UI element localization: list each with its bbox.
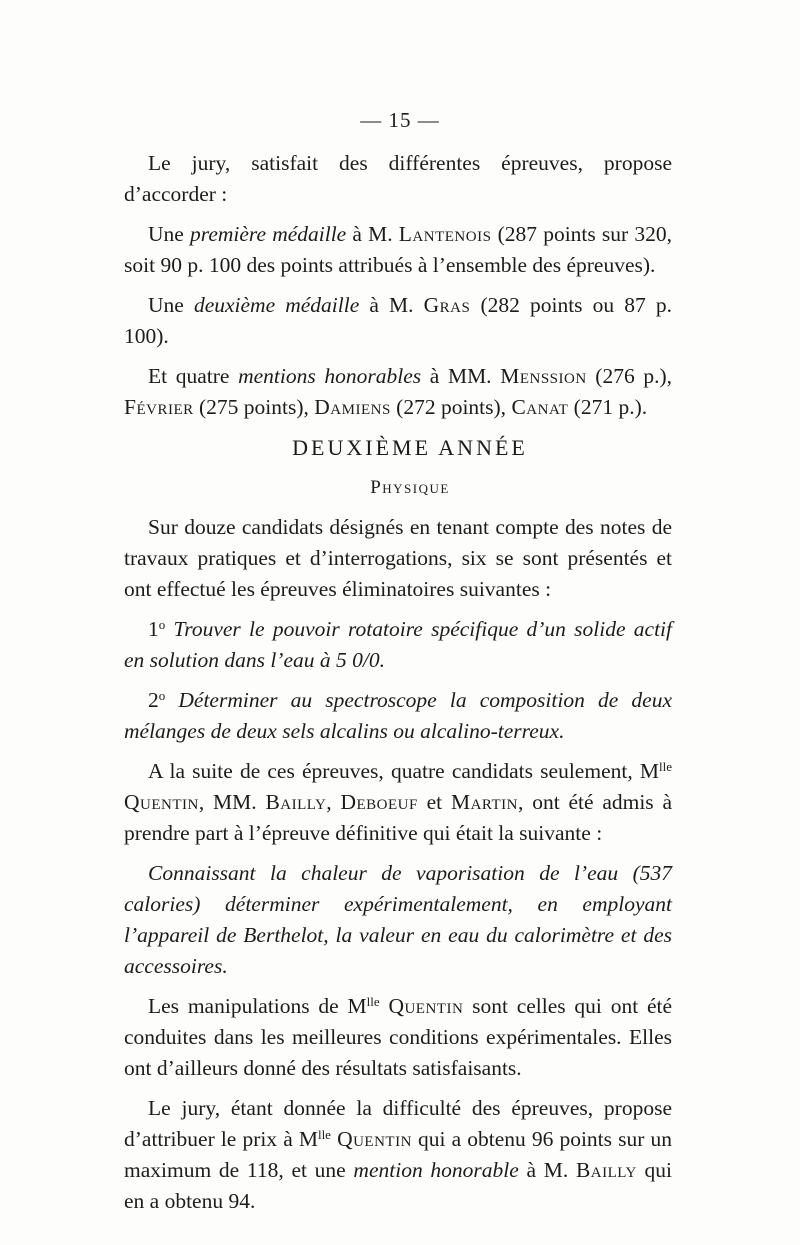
paragraph-test-1: 1$^o$ Trouver le pouvoir rotatoire spécifique d’un solide actif en solution dans l’eau à 5 0/0. [124, 617, 672, 672]
paragraph-jury-proposal: Le jury, satisfait des différentes épreuves, propose d’accorder : [124, 151, 672, 206]
paragraph-honorable-mentions: Et quatre mentions honorables à MM. Menssion (276 p.), Février (275 points), Damiens (272 points), Canat (271 p.). [124, 364, 673, 419]
paragraph-prize: Le jury, étant donnée la difficulté des épreuves, propose d’attribuer le prix à $M^{lle}$ Quentin qui a obtenu 96 points sur un maximum de 118, et une mention honorable à M. Bailly qui en a obtenu 94. [124, 1096, 673, 1213]
paragraph-admitted: A la suite de ces épreuves, quatre candidats seulement, $M^{lle}$ Quentin, MM. Bailly, Deboeuf et Martin, ont été admis à prendre part à l’épreuve définitive qui était la suivante : [124, 759, 673, 845]
section-heading: DEUXIÈME ANNÉE [292, 435, 528, 460]
name-gras: Gras [423, 293, 471, 317]
page-number: — 15 — [360, 108, 440, 132]
paragraph-second-medal: Une deuxième médaille à M. Gras (282 points ou 87 p. 100). [124, 293, 672, 348]
paragraph-test-2: 2$^o$ Déterminer au spectroscope la composition de deux mélanges de deux sels alcalins ou alcalino-terreux. [124, 688, 672, 743]
paragraph-final-test: Connaissant la chaleur de vaporisation de l’eau (537 calories) déterminer expérimentalement, en employant l’appareil de Berthelot, la valeur en eau du calorimètre et des accessoires. [124, 861, 672, 978]
paragraph-manipulations: Les manipulations de $M^{lle}$ Quentin sont celles qui ont été conduites dans les meilleures conditions expérimentales. Elles ont d’ailleurs donné des résultats satisfaisants. [124, 994, 673, 1080]
section-subheading: Physique [370, 477, 450, 498]
name-lantenois: Lantenois [398, 222, 492, 246]
paragraph-candidates: Sur douze candidats désignés en tenant compte des notes de travaux pratiques et d’interrogations, six se sont présentés et ont effectué les épreuves éliminatoires suivantes : [124, 515, 672, 601]
body-text [124, 148, 672, 1226]
paragraph-first-medal: Une première médaille à M. Lantenois (287 points sur 320, soit 90 p. 100 des points attribués à l’ensemble des épreuves). [124, 222, 672, 277]
